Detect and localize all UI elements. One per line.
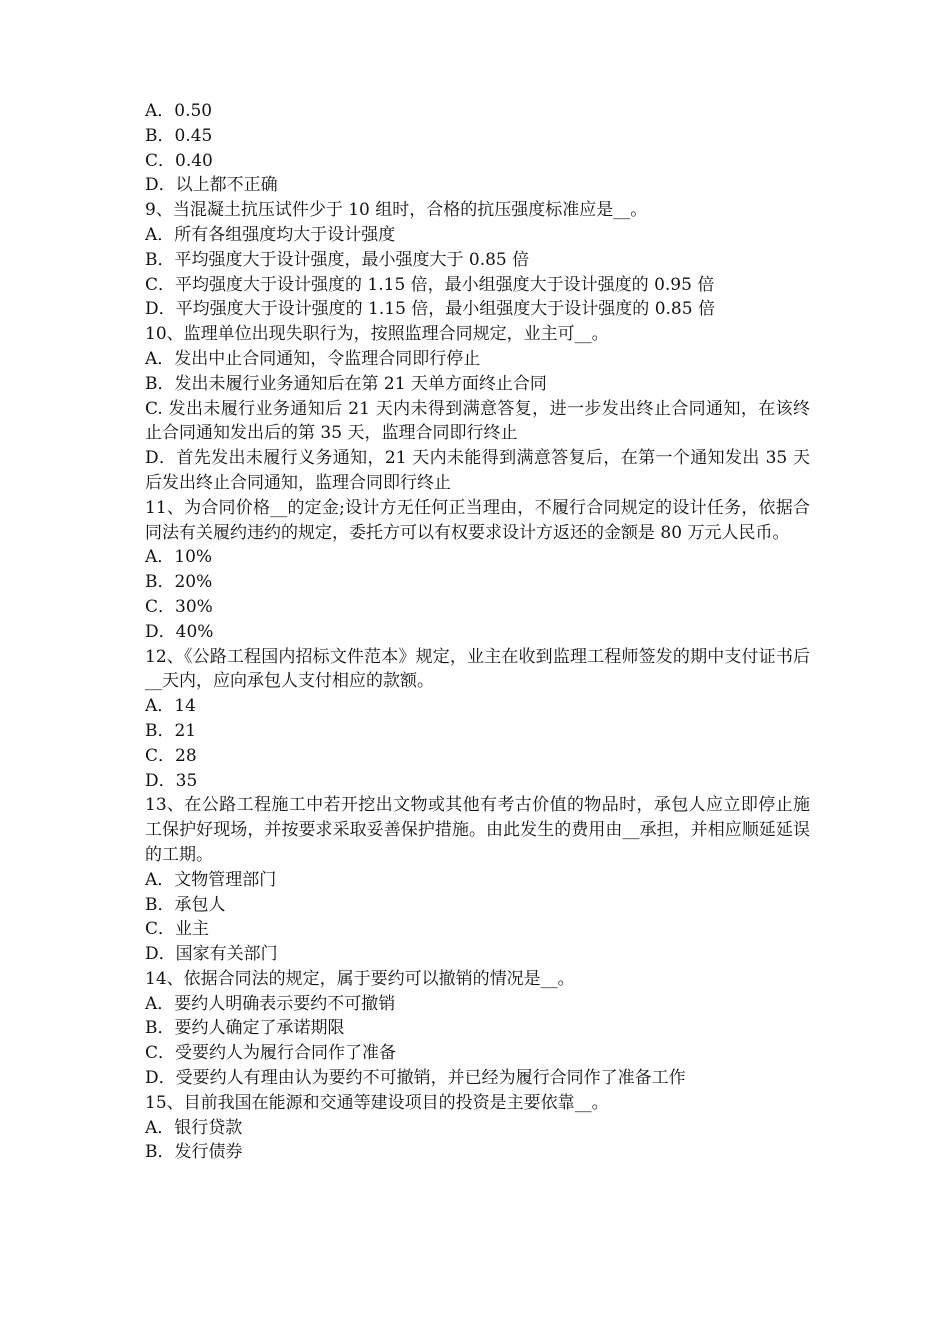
q9-option-b: B．平均强度大于设计强度，最小强度大于 0.85 倍 [145,249,530,270]
q14-option-d: D．受要约人有理由认为要约不可撤销，并已经为履行合同作了准备工作 [145,1068,686,1089]
question-11 [145,496,810,645]
q13-option-a: A．文物管理部门 [145,869,277,890]
q8-option-c: C．0.40 [145,150,213,171]
q9-option-d: D．平均强度大于设计强度的 1.15 倍，最小组强度大于设计强度的 0.85 倍 [145,299,715,320]
q14-stem: 14、依据合同法的规定，属于要约可以撤销的情况是__。 [145,968,575,989]
q12-option-b: B．21 [145,720,197,741]
q15-option-a: A．银行贷款 [145,1117,243,1138]
q14-option-c: C．受要约人为履行合同作了准备 [145,1043,397,1064]
q12-stem: 12、《公路工程国内招标文件范本》规定，业主在收到监理工程师签发的期中支付证书后__天内，应向承包人支付相应的款额。 [145,646,810,692]
q12-option-d: D．35 [145,770,198,791]
q13-option-b: B．承包人 [145,894,226,915]
question-9 [145,198,810,322]
q15-option-b: B．发行债券 [145,1142,243,1163]
q13-option-c: C．业主 [145,919,210,940]
q11-stem: 11、为合同价格__的定金;设计方无任何正当理由，不履行合同规定的设计任务，依据合同法有关履约违约的规定，委托方可以有权要求设计方返还的金额是 80 万元人民币。 [145,497,810,543]
q11-option-d: D．40% [145,621,214,642]
q13-stem: 13、在公路工程施工中若开挖出文物或其他有考古价值的物品时，承包人应立即停止施工保护好现场，并按要求采取妥善保护措施。由此发生的费用由__承担，并相应顺延延误的工期。 [145,795,810,865]
q15-stem: 15、目前我国在能源和交通等建设项目的投资是主要依靠__。 [145,1092,609,1113]
q9-option-a: A．所有各组强度均大于设计强度 [145,224,396,245]
question-12 [145,645,810,794]
q10-option-c: C. 发出未履行业务通知后 21 天内未得到满意答复，进一步发出终止合同通知，在该终止合同通知发出后的第 35 天，监理合同即行终止 [145,398,810,444]
q14-option-b: B．要约人确定了承诺期限 [145,1018,345,1039]
q9-stem: 9、当混凝土抗压试件少于 10 组时，合格的抗压强度标准应是__。 [145,200,648,221]
q11-option-a: A．10% [145,547,213,568]
question-15 [145,1091,810,1165]
q10-option-d: D．首先发出未履行义务通知，21 天内未能得到满意答复后，在第一个通知发出 35 天后发出终止合同通知，监理合同即行终止 [145,448,810,493]
q13-option-d: D．国家有关部门 [145,944,278,965]
question-8-options [145,99,810,198]
document-page [145,99,810,1165]
question-13 [145,793,810,967]
q10-stem: 10、监理单位出现失职行为，按照监理合同规定，业主可__。 [145,324,609,345]
q8-option-a: A．0.50 [145,101,213,121]
question-10 [145,322,810,496]
q10-option-a: A．发出中止合同通知，令监理合同即行停止 [145,348,481,369]
q11-option-c: C．30% [145,596,213,617]
q12-option-c: C．28 [145,745,197,766]
q11-option-b: B．20% [145,572,213,593]
question-14 [145,967,810,1091]
q8-option-b: B．0.45 [145,125,213,146]
q9-option-c: C．平均强度大于设计强度的 1.15 倍，最小组强度大于设计强度的 0.95 倍 [145,274,715,295]
q12-option-a: A．14 [145,696,196,717]
q14-option-a: A．要约人明确表示要约不可撤销 [145,993,396,1014]
q8-option-d: D．以上都不正确 [145,175,278,196]
q10-option-b: B．发出未履行业务通知后在第 21 天单方面终止合同 [145,373,547,394]
